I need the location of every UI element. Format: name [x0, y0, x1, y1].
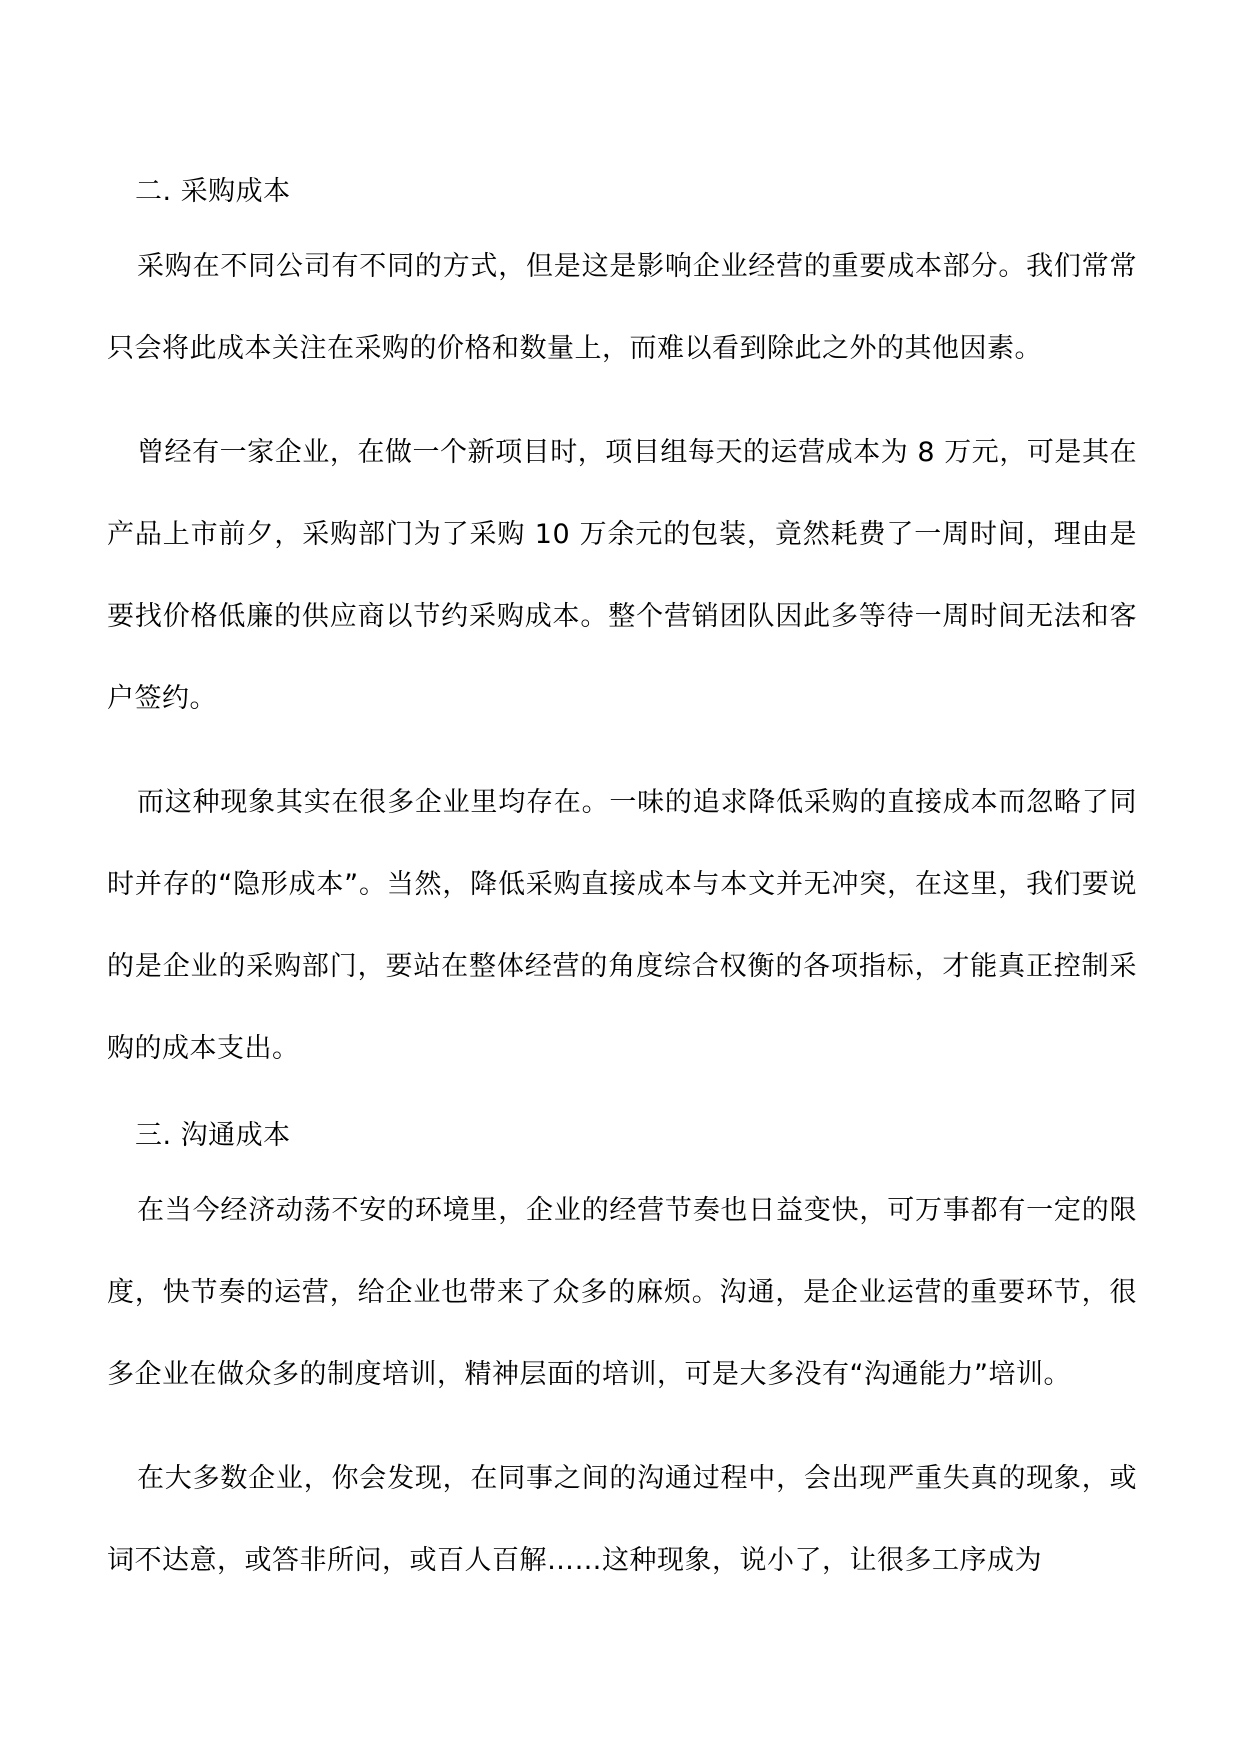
- section-heading-procurement-cost: 二. 采购成本: [135, 176, 291, 207]
- paragraph: 曾经有一家企业，在做一个新项目时，项目组每天的运营成本为 8 万元，可是其在产品上市前夕，采购部门为了采购 10 万余元的包装，竟然耗费了一周时间，理由是要找价格低廉的供应商以节约采购成本。整个营销团队因此多等待一周时间无法和客户签约。: [107, 437, 1137, 714]
- paragraph: 而这种现象其实在很多企业里均存在。一味的追求降低采购的直接成本而忽略了同时并存的“隐形成本”。当然，降低采购直接成本与本文并无冲突，在这里，我们要说的是企业的采购部门，要站在整体经营的角度综合权衡的各项指标，才能真正控制采购的成本支出。: [107, 787, 1137, 1064]
- paragraph: 采购在不同公司有不同的方式，但是这是影响企业经营的重要成本部分。我们常常只会将此成本关注在采购的价格和数量上，而难以看到除此之外的其他因素。: [107, 251, 1137, 364]
- paragraph: 在大多数企业，你会发现，在同事之间的沟通过程中，会出现严重失真的现象，或词不达意，或答非所问，或百人百解……这种现象，说小了，让很多工序成为: [107, 1463, 1137, 1576]
- section-heading-communication-cost: 三. 沟通成本: [135, 1120, 291, 1151]
- paragraph: 在当今经济动荡不安的环境里，企业的经营节奏也日益变快，可万事都有一定的限度，快节奏的运营，给企业也带来了众多的麻烦。沟通，是企业运营的重要环节，很多企业在做众多的制度培训，精神层面的培训，可是大多没有“沟通能力”培训。: [107, 1195, 1137, 1390]
- document-body: [107, 168, 1137, 1624]
